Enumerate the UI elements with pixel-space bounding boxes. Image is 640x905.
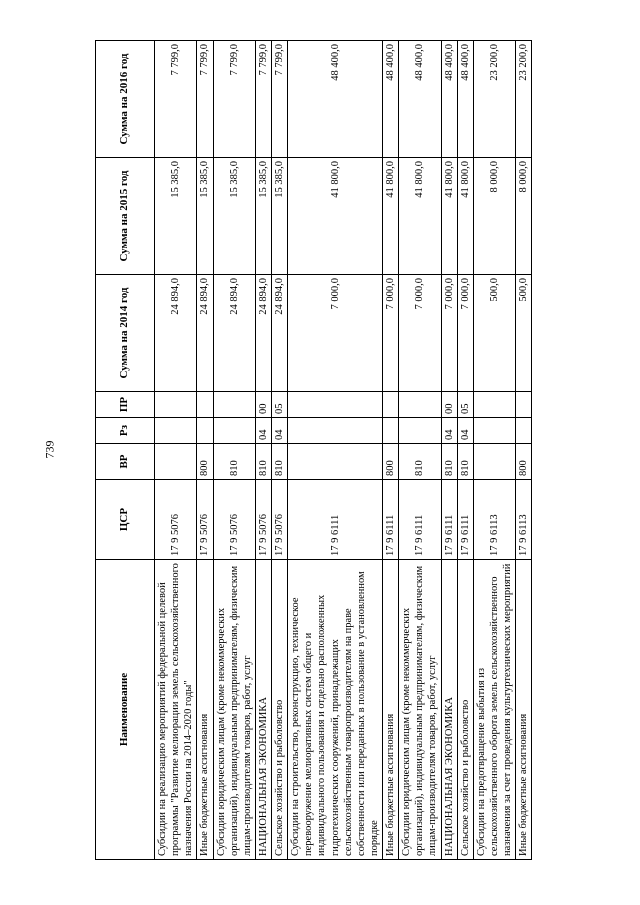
header-pr: ПР	[96, 392, 155, 418]
cell-csr: 17 9 5076	[272, 480, 288, 560]
cell-sum-2016: 48 400,0	[288, 41, 383, 158]
cell-rz	[155, 418, 197, 444]
cell-rz	[516, 418, 532, 444]
cell-sum-2014: 7 000,0	[383, 275, 399, 392]
rotated-table-container	[95, 40, 530, 860]
cell-sum-2016: 48 400,0	[441, 41, 457, 158]
cell-pr	[473, 392, 515, 418]
cell-rz	[288, 418, 383, 444]
cell-rz	[473, 418, 515, 444]
page-number: 739	[42, 440, 57, 459]
cell-vr: 800	[516, 444, 532, 480]
header-sum-2014: Сумма на 2014 год	[96, 275, 155, 392]
cell-rz	[197, 418, 213, 444]
table-row	[255, 41, 271, 860]
table-row	[213, 41, 255, 860]
cell-name: Субсидии юридическим лицам (кроме некоммерческих организаций), индивидуальным предпринимателям, физическим лицам-производителям товаров, работ, услуг	[213, 560, 255, 860]
cell-rz: 04	[272, 418, 288, 444]
cell-sum-2016: 7 799,0	[213, 41, 255, 158]
table-row	[473, 41, 515, 860]
cell-sum-2014: 7 000,0	[288, 275, 383, 392]
cell-vr: 800	[383, 444, 399, 480]
cell-pr	[197, 392, 213, 418]
cell-csr: 17 9 5076	[255, 480, 271, 560]
cell-name: Субсидии на реализацию мероприятий федеральной целевой программы "Развитие мелиорации земель сельскохозяйственного назначения России на 2014–2020 годы"	[155, 560, 197, 860]
cell-rz	[383, 418, 399, 444]
cell-sum-2016: 7 799,0	[272, 41, 288, 158]
header-name: Наименование	[96, 560, 155, 860]
table-row	[399, 41, 441, 860]
cell-name: Субсидии юридическим лицам (кроме некоммерческих организаций), индивидуальным предпринимателям, физическим лицам-производителям товаров, работ, услуг	[399, 560, 441, 860]
cell-sum-2014: 24 894,0	[272, 275, 288, 392]
cell-sum-2015: 41 800,0	[441, 158, 457, 275]
cell-pr	[155, 392, 197, 418]
cell-name: Иные бюджетные ассигнования	[516, 560, 532, 860]
cell-sum-2016: 48 400,0	[457, 41, 473, 158]
cell-sum-2014: 7 000,0	[457, 275, 473, 392]
cell-sum-2014: 500,0	[473, 275, 515, 392]
cell-pr	[383, 392, 399, 418]
cell-csr: 17 9 5076	[213, 480, 255, 560]
header-rz: Рз	[96, 418, 155, 444]
cell-sum-2015: 41 800,0	[399, 158, 441, 275]
cell-rz: 04	[457, 418, 473, 444]
cell-vr: 810	[457, 444, 473, 480]
table-row	[197, 41, 213, 860]
header-vr: ВР	[96, 444, 155, 480]
cell-csr: 17 9 6111	[288, 480, 383, 560]
table-row	[272, 41, 288, 860]
cell-vr	[155, 444, 197, 480]
cell-pr	[288, 392, 383, 418]
cell-name: Сельское хозяйство и рыболовство	[457, 560, 473, 860]
header-sum-2016: Сумма на 2016 год	[96, 41, 155, 158]
cell-sum-2014: 500,0	[516, 275, 532, 392]
cell-sum-2015: 15 385,0	[213, 158, 255, 275]
cell-sum-2014: 24 894,0	[255, 275, 271, 392]
cell-vr: 810	[441, 444, 457, 480]
header-csr: ЦСР	[96, 480, 155, 560]
cell-name: НАЦИОНАЛЬНАЯ ЭКОНОМИКА	[441, 560, 457, 860]
cell-pr: 00	[441, 392, 457, 418]
cell-pr	[213, 392, 255, 418]
cell-sum-2015: 8 000,0	[516, 158, 532, 275]
cell-vr: 800	[197, 444, 213, 480]
cell-vr: 810	[255, 444, 271, 480]
cell-sum-2015: 15 385,0	[197, 158, 213, 275]
cell-csr: 17 9 6111	[457, 480, 473, 560]
cell-sum-2015: 41 800,0	[288, 158, 383, 275]
cell-sum-2014: 7 000,0	[441, 275, 457, 392]
cell-sum-2016: 7 799,0	[155, 41, 197, 158]
cell-csr: 17 9 6113	[516, 480, 532, 560]
cell-csr: 17 9 6111	[383, 480, 399, 560]
table-row	[383, 41, 399, 860]
cell-csr: 17 9 6113	[473, 480, 515, 560]
cell-name: Иные бюджетные ассигнования	[383, 560, 399, 860]
cell-sum-2015: 15 385,0	[272, 158, 288, 275]
cell-csr: 17 9 5076	[155, 480, 197, 560]
cell-sum-2014: 7 000,0	[399, 275, 441, 392]
cell-sum-2014: 24 894,0	[213, 275, 255, 392]
cell-sum-2015: 41 800,0	[383, 158, 399, 275]
table-row	[155, 41, 197, 860]
cell-name: Иные бюджетные ассигнования	[197, 560, 213, 860]
cell-sum-2016: 23 200,0	[516, 41, 532, 158]
cell-rz	[213, 418, 255, 444]
header-sum-2015: Сумма на 2015 год	[96, 158, 155, 275]
cell-csr: 17 9 6111	[399, 480, 441, 560]
table-row	[288, 41, 383, 860]
cell-sum-2016: 48 400,0	[383, 41, 399, 158]
cell-name: Субсидии на предотвращение выбытия из сельскохозяйственного оборота земель сельскохозяйственного назначения за счет проведения культуртехнических мероприятий	[473, 560, 515, 860]
cell-sum-2015: 15 385,0	[255, 158, 271, 275]
cell-vr	[288, 444, 383, 480]
cell-sum-2015: 8 000,0	[473, 158, 515, 275]
cell-pr: 05	[457, 392, 473, 418]
cell-rz	[399, 418, 441, 444]
table-header-row	[96, 41, 155, 860]
cell-sum-2014: 24 894,0	[197, 275, 213, 392]
cell-vr: 810	[272, 444, 288, 480]
cell-sum-2014: 24 894,0	[155, 275, 197, 392]
budget-table	[95, 40, 532, 860]
cell-name: НАЦИОНАЛЬНАЯ ЭКОНОМИКА	[255, 560, 271, 860]
table-row	[457, 41, 473, 860]
cell-csr: 17 9 5076	[197, 480, 213, 560]
cell-sum-2016: 23 200,0	[473, 41, 515, 158]
cell-pr	[516, 392, 532, 418]
cell-pr: 00	[255, 392, 271, 418]
cell-vr: 810	[213, 444, 255, 480]
cell-sum-2015: 15 385,0	[155, 158, 197, 275]
cell-sum-2016: 48 400,0	[399, 41, 441, 158]
cell-pr: 05	[272, 392, 288, 418]
cell-csr: 17 9 6111	[441, 480, 457, 560]
cell-rz: 04	[255, 418, 271, 444]
cell-sum-2016: 7 799,0	[255, 41, 271, 158]
table-row	[516, 41, 532, 860]
cell-name: Субсидии на строительство, реконструкцию, техническое перевооружение мелиоративных систем общего и индивидуального пользования и отдельно расположенных гидротехнических сооружений, принадлежащих сельскохозяйственным товаропроизводителям на праве собственности или переданных в пользование в установленном порядке	[288, 560, 383, 860]
cell-vr	[473, 444, 515, 480]
cell-name: Сельское хозяйство и рыболовство	[272, 560, 288, 860]
cell-sum-2016: 7 799,0	[197, 41, 213, 158]
cell-sum-2015: 41 800,0	[457, 158, 473, 275]
table-row	[441, 41, 457, 860]
cell-vr: 810	[399, 444, 441, 480]
cell-pr	[399, 392, 441, 418]
cell-rz: 04	[441, 418, 457, 444]
